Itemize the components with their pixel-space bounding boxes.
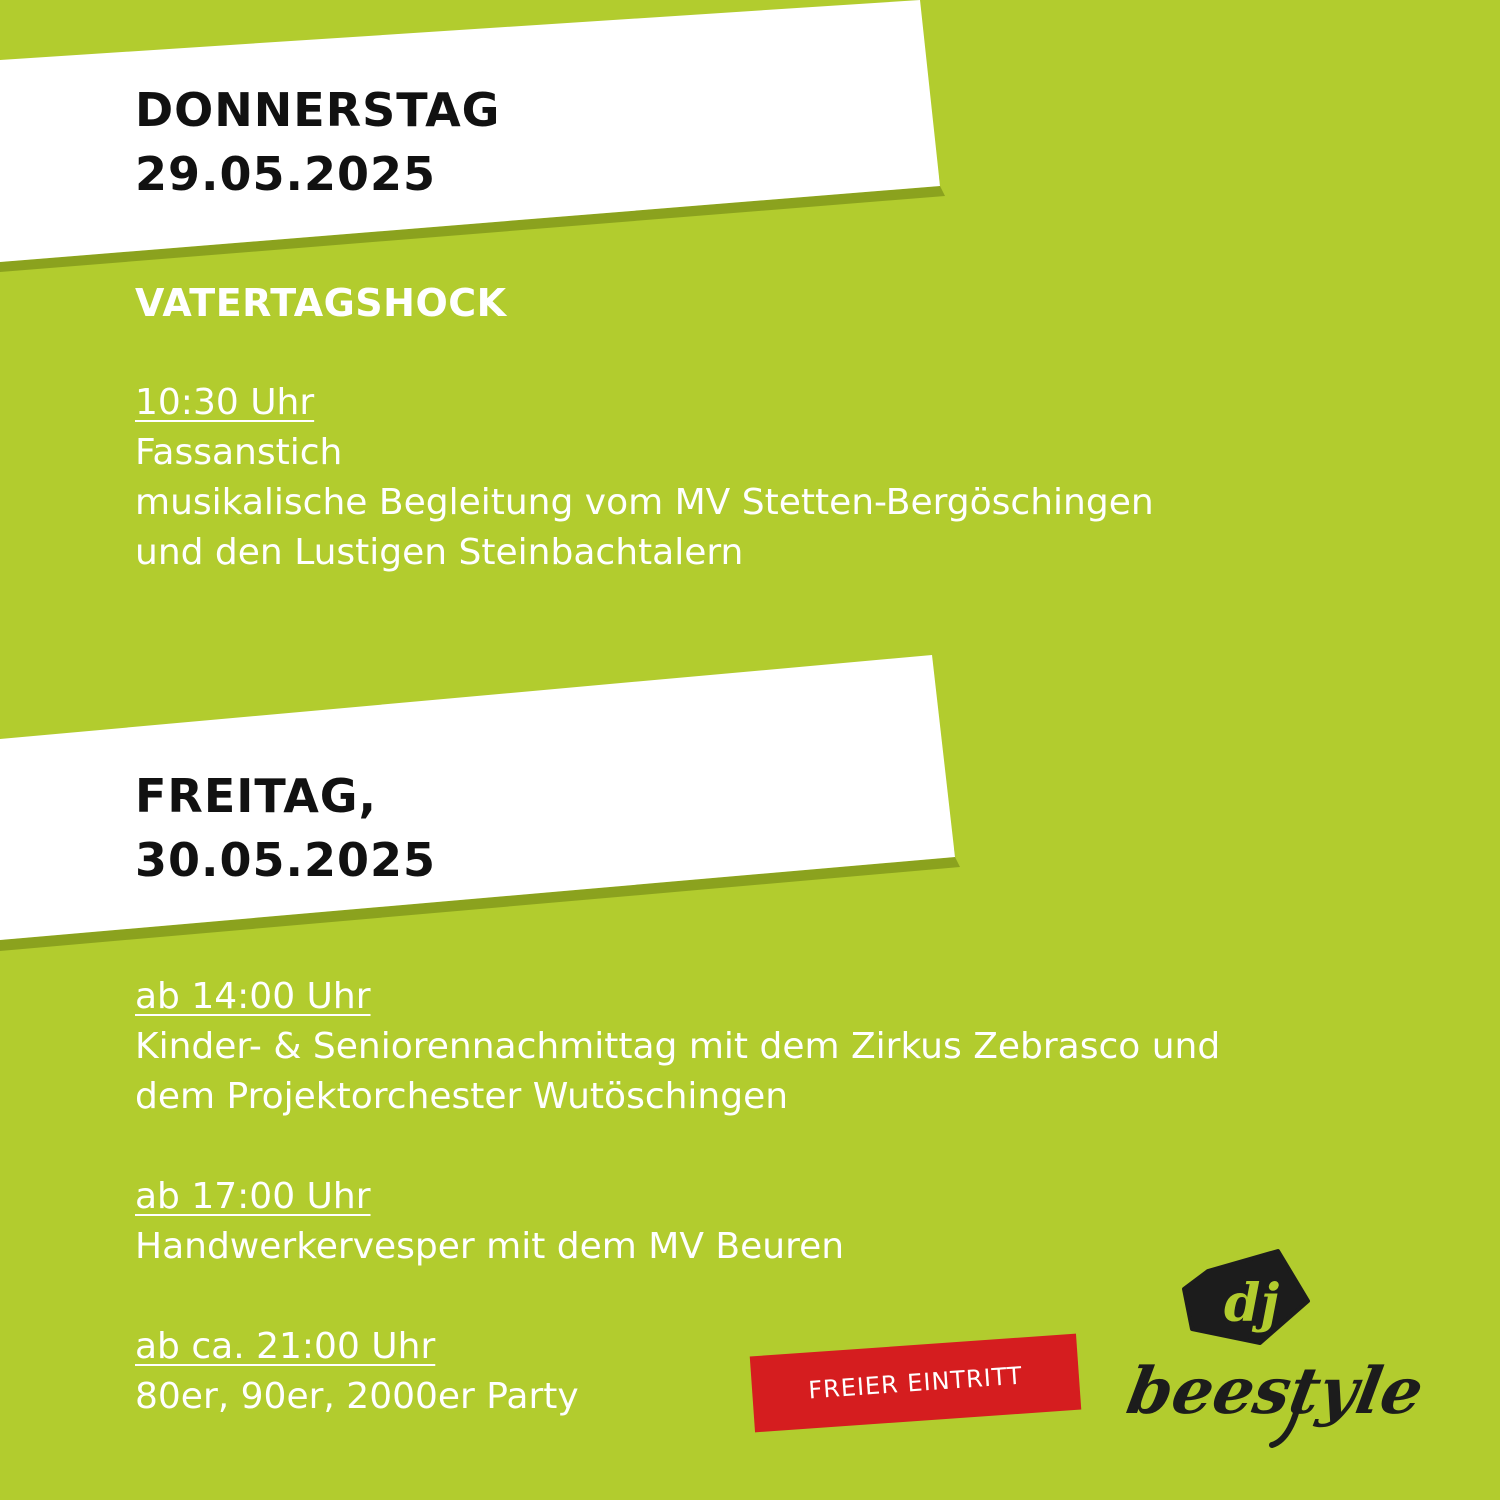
event-time: ab 17:00 Uhr — [135, 1176, 371, 1217]
logo-wordmark: beestyle — [1121, 1353, 1429, 1429]
event-time: ab ca. 21:00 Uhr — [135, 1326, 436, 1367]
thursday-heading — [135, 78, 500, 206]
event-description: Fassanstich — [135, 432, 343, 473]
dj-beestyle-logo — [1121, 1245, 1429, 1450]
thursday-weekday: DONNERSTAG — [135, 83, 501, 137]
logo-graphic — [1121, 1245, 1429, 1450]
friday-heading — [135, 764, 436, 892]
logo-mark: dj — [1224, 1273, 1280, 1334]
schedule-entry — [135, 378, 1154, 578]
schedule-entry — [135, 1172, 844, 1272]
friday-weekday: FREITAG, — [135, 769, 378, 823]
thursday-event-title: VATERTAGSHOCK — [135, 281, 507, 325]
event-description: Kinder- & Seniorennachmittag mit dem Zirkus Zebrasco und — [135, 1026, 1221, 1067]
event-description: und den Lustigen Steinbachtalern — [135, 532, 744, 573]
event-time: ab 14:00 Uhr — [135, 976, 371, 1017]
event-description: dem Projektorchester Wutöschingen — [135, 1076, 789, 1117]
friday-date: 30.05.2025 — [135, 833, 437, 887]
event-description: Handwerkervesper mit dem MV Beuren — [135, 1226, 845, 1267]
thursday-date: 29.05.2025 — [135, 147, 437, 201]
event-description: musikalische Begleitung vom MV Stetten-Bergöschingen — [135, 482, 1154, 523]
schedule-entry — [135, 972, 1220, 1122]
event-time: 10:30 Uhr — [135, 382, 315, 423]
hexagon-icon — [1184, 1251, 1308, 1343]
schedule-entry — [135, 1322, 579, 1422]
event-description: 80er, 90er, 2000er Party — [135, 1376, 579, 1417]
free-entry-label: FREIER EINTRITT — [807, 1361, 1024, 1405]
free-entry-badge[interactable] — [750, 1334, 1082, 1433]
